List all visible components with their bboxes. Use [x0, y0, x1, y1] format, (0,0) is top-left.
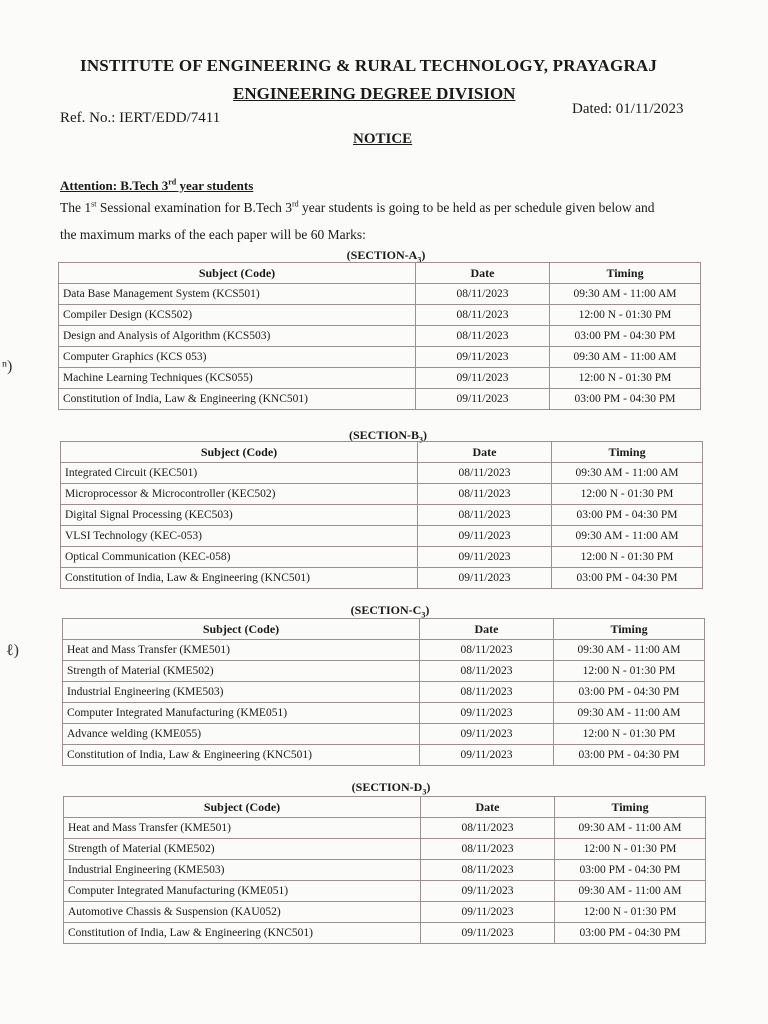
timing-cell: 03:00 PM - 04:30 PM	[554, 682, 705, 703]
table-row	[63, 745, 705, 766]
timing-cell: 12:00 N - 01:30 PM	[550, 305, 701, 326]
timing-header: Timing	[555, 797, 706, 818]
date-cell: 08/11/2023	[418, 463, 552, 484]
date-header: Date	[416, 263, 550, 284]
subject-header: Subject (Code)	[64, 797, 421, 818]
subject-cell: Design and Analysis of Algorithm (KCS503)	[59, 326, 416, 347]
table-row	[63, 640, 705, 661]
date-cell: 09/11/2023	[418, 547, 552, 568]
subject-cell: Constitution of India, Law & Engineering (KNC501)	[64, 923, 421, 944]
date-cell: 09/11/2023	[420, 745, 554, 766]
timing-cell: 09:30 AM - 11:00 AM	[554, 703, 705, 724]
date-cell: 09/11/2023	[421, 923, 555, 944]
section-title-text: (SECTION-B	[348, 428, 419, 442]
subject-cell: Computer Graphics (KCS 053)	[59, 347, 416, 368]
subject-cell: Constitution of India, Law & Engineering (KNC501)	[59, 389, 416, 410]
subject-cell: Optical Communication (KEC-058)	[61, 547, 418, 568]
subject-cell: Compiler Design (KCS502)	[59, 305, 416, 326]
table-row	[64, 860, 706, 881]
table-row	[61, 463, 703, 484]
section-title-subscript: 3	[417, 255, 422, 265]
table-row	[61, 526, 703, 547]
attention-text: Attention: B.Tech 3rd year students	[60, 177, 254, 193]
subject-cell: Constitution of India, Law & Engineering (KNC501)	[63, 745, 420, 766]
timing-cell: 03:00 PM - 04:30 PM	[552, 568, 703, 589]
date-cell: 08/11/2023	[420, 682, 554, 703]
timing-header: Timing	[552, 442, 703, 463]
subject-cell: Constitution of India, Law & Engineering (KNC501)	[61, 568, 418, 589]
date-cell: 09/11/2023	[418, 568, 552, 589]
section-title	[290, 603, 490, 618]
timing-cell: 09:30 AM - 11:00 AM	[552, 463, 703, 484]
section-title-subscript: 3	[421, 610, 426, 620]
date-cell: 08/11/2023	[420, 640, 554, 661]
date-cell: 09/11/2023	[421, 902, 555, 923]
date-header: Date	[420, 619, 554, 640]
table-row	[59, 284, 701, 305]
schedule-table	[58, 262, 701, 410]
date-cell: 09/11/2023	[418, 526, 552, 547]
table-row	[63, 682, 705, 703]
subject-cell: Industrial Engineering (KME503)	[64, 860, 421, 881]
subject-header: Subject (Code)	[59, 263, 416, 284]
table-row	[59, 326, 701, 347]
timing-cell: 12:00 N - 01:30 PM	[552, 484, 703, 505]
margin-scribble-mark: ℓ)	[6, 642, 19, 659]
subject-cell: Automotive Chassis & Suspension (KAU052)	[64, 902, 421, 923]
table-header-row	[61, 442, 703, 463]
intro-text-c: year students is going to be held as per schedule given below and	[298, 200, 655, 215]
timing-cell: 03:00 PM - 04:30 PM	[552, 505, 703, 526]
date-header: Date	[418, 442, 552, 463]
timing-header: Timing	[550, 263, 701, 284]
timing-cell: 09:30 AM - 11:00 AM	[555, 818, 706, 839]
section-title-text: (SECTION-D	[351, 780, 423, 794]
table-row	[61, 505, 703, 526]
timing-cell: 12:00 N - 01:30 PM	[552, 547, 703, 568]
subject-cell: Computer Integrated Manufacturing (KME051)	[63, 703, 420, 724]
date-cell: 09/11/2023	[421, 881, 555, 902]
subject-cell: Microprocessor & Microcontroller (KEC502)	[61, 484, 418, 505]
timing-cell: 12:00 N - 01:30 PM	[555, 902, 706, 923]
table-row	[61, 547, 703, 568]
timing-cell: 12:00 N - 01:30 PM	[555, 839, 706, 860]
timing-cell: 03:00 PM - 04:30 PM	[550, 326, 701, 347]
subject-cell: Digital Signal Processing (KEC503)	[61, 505, 418, 526]
table-row	[63, 661, 705, 682]
subject-cell: Industrial Engineering (KME503)	[63, 682, 420, 703]
section-title-paren: )	[423, 428, 427, 442]
subject-cell: Integrated Circuit (KEC501)	[61, 463, 418, 484]
intro-text-a: The 1	[60, 200, 92, 215]
margin-scribble-mark: ⁿ)	[2, 358, 13, 375]
table-row	[64, 881, 706, 902]
timing-cell: 09:30 AM - 11:00 AM	[550, 284, 701, 305]
timing-cell: 03:00 PM - 04:30 PM	[555, 923, 706, 944]
intro-text-b: Sessional examination for B.Tech 3	[96, 200, 292, 215]
date-line: Dated: 01/11/2023	[572, 101, 684, 117]
reference-number: Ref. No.: IERT/EDD/7411	[60, 110, 221, 126]
section-title	[291, 780, 491, 795]
table-row	[64, 818, 706, 839]
intro-line-1	[60, 194, 710, 221]
subject-cell: Machine Learning Techniques (KCS055)	[59, 368, 416, 389]
section-title-text: (SECTION-C	[350, 603, 422, 617]
institute-title: INSTITUTE OF ENGINEERING & RURAL TECHNOLOGY, PRAYAGRAJ	[80, 56, 658, 75]
section-title-paren: )	[421, 248, 426, 262]
table-row	[63, 703, 705, 724]
date-cell: 09/11/2023	[420, 724, 554, 745]
intro-sup-2: rd	[291, 199, 299, 209]
table-row	[59, 347, 701, 368]
subject-cell: Heat and Mass Transfer (KME501)	[63, 640, 420, 661]
timing-cell: 03:00 PM - 04:30 PM	[554, 745, 705, 766]
subject-cell: Advance welding (KME055)	[63, 724, 420, 745]
subject-header: Subject (Code)	[61, 442, 418, 463]
subject-cell: Strength of Material (KME502)	[64, 839, 421, 860]
date-cell: 09/11/2023	[416, 347, 550, 368]
date-cell: 08/11/2023	[421, 839, 555, 860]
table-row	[64, 923, 706, 944]
date-cell: 08/11/2023	[418, 484, 552, 505]
timing-cell: 09:30 AM - 11:00 AM	[554, 640, 705, 661]
schedule-table	[62, 618, 705, 766]
table-row	[63, 724, 705, 745]
table-row	[61, 568, 703, 589]
timing-cell: 03:00 PM - 04:30 PM	[550, 389, 701, 410]
intro-line-2: the maximum marks of the each paper will be 60 Marks:	[60, 227, 366, 242]
timing-header: Timing	[554, 619, 705, 640]
subject-cell: VLSI Technology (KEC-053)	[61, 526, 418, 547]
timing-cell: 09:30 AM - 11:00 AM	[555, 881, 706, 902]
date-header: Date	[421, 797, 555, 818]
section-title-paren: )	[426, 780, 431, 794]
table-header-row	[64, 797, 706, 818]
table-header-row	[63, 619, 705, 640]
date-cell: 08/11/2023	[421, 818, 555, 839]
timing-cell: 03:00 PM - 04:30 PM	[555, 860, 706, 881]
table-row	[59, 389, 701, 410]
subject-header: Subject (Code)	[63, 619, 420, 640]
date-cell: 08/11/2023	[416, 305, 550, 326]
table-row	[59, 368, 701, 389]
schedule-table	[63, 796, 706, 944]
section-title-subscript: 3	[422, 787, 427, 797]
date-cell: 08/11/2023	[416, 284, 550, 305]
table-row	[59, 305, 701, 326]
attention-line	[60, 178, 253, 194]
intro-sup-1: st	[91, 199, 97, 209]
schedule-table	[60, 441, 703, 589]
timing-cell: 12:00 N - 01:30 PM	[554, 661, 705, 682]
table-row	[61, 484, 703, 505]
date-cell: 09/11/2023	[416, 389, 550, 410]
section-title-subscript: 3	[419, 435, 423, 445]
timing-cell: 09:30 AM - 11:00 AM	[550, 347, 701, 368]
timing-cell: 12:00 N - 01:30 PM	[550, 368, 701, 389]
timing-cell: 09:30 AM - 11:00 AM	[552, 526, 703, 547]
date-cell: 08/11/2023	[416, 326, 550, 347]
subject-cell: Heat and Mass Transfer (KME501)	[64, 818, 421, 839]
date-cell: 08/11/2023	[421, 860, 555, 881]
date-cell: 09/11/2023	[420, 703, 554, 724]
table-row	[64, 902, 706, 923]
subject-cell: Data Base Management System (KCS501)	[59, 284, 416, 305]
subject-cell: Computer Integrated Manufacturing (KME051)	[64, 881, 421, 902]
intro-paragraph	[60, 194, 710, 248]
section-title	[286, 248, 486, 263]
table-row	[64, 839, 706, 860]
date-cell: 09/11/2023	[416, 368, 550, 389]
date-cell: 08/11/2023	[420, 661, 554, 682]
timing-cell: 12:00 N - 01:30 PM	[554, 724, 705, 745]
section-title-paren: )	[425, 603, 430, 617]
date-cell: 08/11/2023	[418, 505, 552, 526]
notice-heading: NOTICE	[353, 131, 413, 147]
section-title-text: (SECTION-A	[346, 248, 418, 262]
division-title: ENGINEERING DEGREE DIVISION	[233, 84, 516, 103]
table-header-row	[59, 263, 701, 284]
subject-cell: Strength of Material (KME502)	[63, 661, 420, 682]
